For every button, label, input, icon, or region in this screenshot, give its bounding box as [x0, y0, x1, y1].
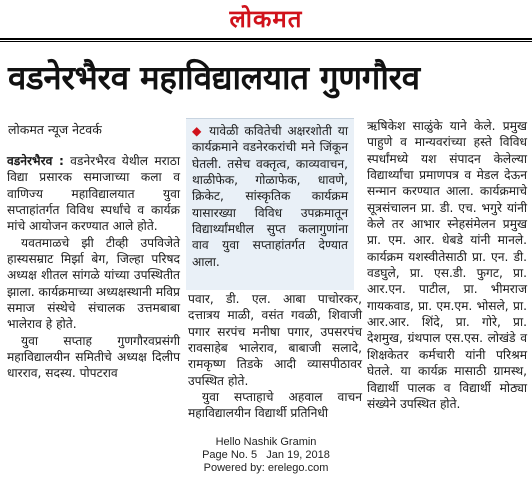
- paragraph-1: [7, 153, 180, 235]
- footer-powered-by: Powered by: erelego.com: [203, 462, 329, 474]
- article-byline: लोकमत न्यूज नेटवर्क: [8, 122, 102, 137]
- masthead: [0, 4, 532, 34]
- footer-edition: Hello Nashik Gramin: [215, 436, 317, 448]
- paragraph-5: [188, 389, 362, 422]
- diamond-bullet-icon: ◆: [192, 124, 204, 138]
- paragraph-6: ऋषिकेश साळुंके याने केले. प्रमुख पाहुणे व मान्यवरांच्या हस्ते विविध स्पर्धांमध्ये यश संपादन केलेल्या विद्यार्थ्यांचा प्रमाणपत्र व मेडल देऊन सन्मान करण्यात आला. कार्यक्रमाचे सूत्रसंचालन प्रा. डी. एच. भगुरे यांनी केले तर आभार स्नेहसंमेलन प्रमुख प्रा. एम. आर. धेबडे यांनी मानले. कार्यक्रम यशस्वीतेसाठी प्रा. एन. डी. वडघुले, प्रा. एस.डी. फुगट, प्रा. आर.एन. पाटील, प्रा. भीमराज गायकवाड, प्रा. एम.एम. भोसले, प्रा. आर.आर. शिंदे, प्रा. गोरे, प्रा. देशमुख, ग्रंथपाल एस.एस. लोखंडे व शिक्षकेतर कर्मचारी यांनी परिश्रम घेतले. या कार्यक्र मासाठी ग्रामस्थ, विद्यार्थी पालक व विद्यार्थी मोठ्या संख्येने उपस्थित होते.: [367, 119, 527, 411]
- paragraph-3: [7, 333, 180, 382]
- newspaper-logo: लोकमत: [229, 5, 303, 33]
- article-column-3: [367, 118, 527, 412]
- highlight-text: यावेळी कवितेची अक्षरशोती या कार्यक्रमाने वडनेरकरांची मने जिंकून घेतली. तसेच वक्तृत्व, काव्यवाचन, थाळीफेक, गोळाफेक, धावणे, क्रिकेट, सांस्कृतिक कार्यक्रम यासारख्या विविध उपक्रमातून विद्यार्थ्यांमधील सुप्त कलागुणांना वाव युवा सप्ताहांतर्गत देण्यात आला.: [192, 124, 348, 269]
- footer-page-date: Page No. 5 Jan 19, 2018: [202, 449, 330, 461]
- paragraph-2: [7, 235, 180, 333]
- page-footer: [0, 436, 532, 475]
- highlight-box: [186, 118, 354, 290]
- masthead-rule-thin: [0, 41, 532, 42]
- masthead-rule: [0, 38, 532, 40]
- article-column-1: [7, 153, 180, 382]
- article-headline: वडनेरभैरव महाविद्यालयात गुणगौरव: [8, 58, 420, 97]
- dateline: वडनेरभैरव :: [7, 154, 64, 168]
- article-column-2: [188, 291, 362, 422]
- paragraph-3-text: युवा सप्ताह गुणगौरवप्रसंगी महाविद्यालयीन समितीचे अध्यक्ष दिलीप धारराव, सदस्य. पोपटराव: [7, 333, 180, 381]
- paragraph-4: पवार, डी. एल. आबा पाचोरकर, दत्तात्रय माळी, वसंत गवळी, शिवाजी पगार सरपंच मनीषा पगार, उपसरपंच रावसाहेब भालेराव, बाबाजी सलादे, रामकृष्ण तिडके आदी व्यासपीठावर उपस्थित होते.: [188, 292, 362, 388]
- paragraph-2-text: यवतमाळचे झी टीव्ही उपविजेते हास्यसम्राट मिर्झा बेग, जिल्हा परिषद अध्यक्ष शीतल सांगळे यांच्या उपस्थितीत झाला. कार्यक्रमाच्या अध्यक्षस्थानी मविप्र समाज संस्थेचे संचालक उत्तमबाबा भालेराव हे होते.: [7, 235, 180, 332]
- paragraph-1-text: वडनेरभैरव येथील मराठा विद्या प्रसारक समाजाच्या कला व वाणिज्य महाविद्यालयात युवा सप्ताहांतर्गत विविध स्पर्धांचे व कार्यक्र मांचे आयोजन करण्यात आले होते.: [7, 154, 180, 234]
- paragraph-5-text: युवा सप्ताहाचे अहवाल वाचन महाविद्यालयीन विद्यार्थी प्रतिनिधी: [188, 390, 362, 421]
